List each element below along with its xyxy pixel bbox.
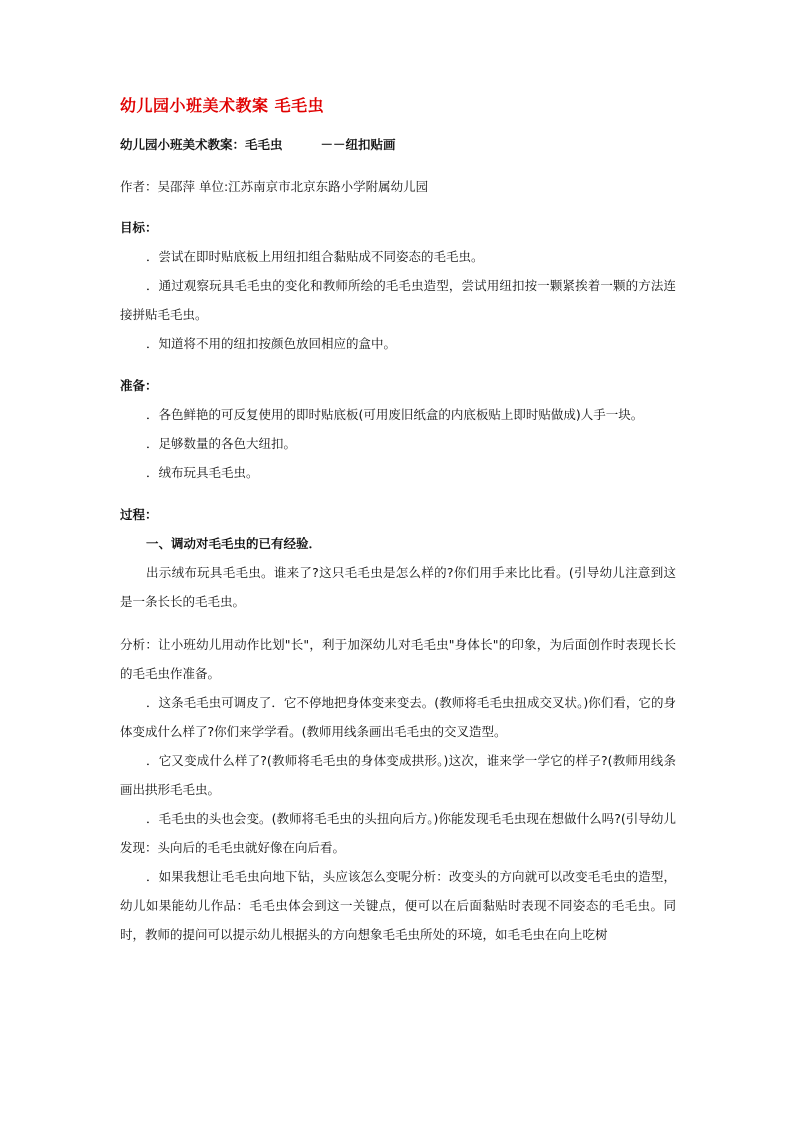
author-line: 作者：吴邵萍 单位:江苏南京市北京东路小学附属幼儿园 [120,179,429,194]
process-paragraph: 出示绒布玩具毛毛虫。谁来了?这只毛毛虫是怎么样的?你们用手来比比看。(引导幼儿注意到这是一条长长的毛毛虫。 [120,565,676,609]
document-body [120,92,676,949]
goals-heading: 目标： [120,220,158,235]
goal-item: ．通过观察玩具毛毛虫的变化和教师所绘的毛毛虫造型，尝试用纽扣按一颗紧挨着一颗的方法连接拼贴毛毛虫。 [120,278,676,322]
subtitle-main: 幼儿园小班美术教案：毛毛虫 [120,137,283,152]
process-paragraph: ．这条毛毛虫可调皮了．它不停地把身体变来变去。(教师将毛毛虫扭成交叉状。)你们看，它的身体变成什么样了?你们来学学看。(教师用线条画出毛毛虫的交叉造型。 [120,695,676,739]
document-title: 幼儿园小班美术教案 毛毛虫 [120,96,325,115]
analysis-paragraph: 分析：让小班幼儿用动作比划"长"，利于加深幼儿对毛毛虫"身体长"的印象，为后面创作时表现长长的毛毛虫作准备。 [120,637,676,681]
subtitle-tail: －－纽扣贴画 [320,137,396,152]
prep-item: ．足够数量的各色大纽扣。 [146,436,297,451]
process-paragraph: ．它又变成什么样了?(教师将毛毛虫的身体变成拱形。)这次，谁来学一学它的样子?(教师用线条画出拱形毛毛虫。 [120,753,676,797]
document-subtitle [120,132,676,158]
goal-item: ．尝试在即时贴底板上用纽扣组合黏贴成不同姿态的毛毛虫。 [146,249,484,264]
prep-heading: 准备： [120,378,158,393]
prep-item: ．各色鲜艳的可反复使用的即时贴底板(可用废旧纸盒的内底板贴上即时贴做成)人手一块。 [146,407,644,422]
process-paragraph: ．毛毛虫的头也会变。(教师将毛毛虫的头扭向后方。)你能发现毛毛虫现在想做什么吗?(引导幼儿发现：头向后的毛毛虫就好像在向后看。 [120,811,676,855]
process-step-1: 一、调动对毛毛虫的已有经验． [146,536,322,551]
prep-item: ．绒布玩具毛毛虫。 [146,465,259,480]
process-paragraph: ．如果我想让毛毛虫向地下钻，头应该怎么变呢分析：改变头的方向就可以改变毛毛虫的造型，幼儿如果能幼儿作品：毛毛虫体会到这一关键点，便可以在后面黏贴时表现不同姿态的毛毛虫。同时，教师的提问可以提示幼儿根据头的方向想象毛毛虫所处的环境，如毛毛虫在向上吃树 [120,869,676,942]
goal-item: ．知道将不用的纽扣按颜色放回相应的盒中。 [146,336,397,351]
process-heading: 过程： [120,507,158,522]
